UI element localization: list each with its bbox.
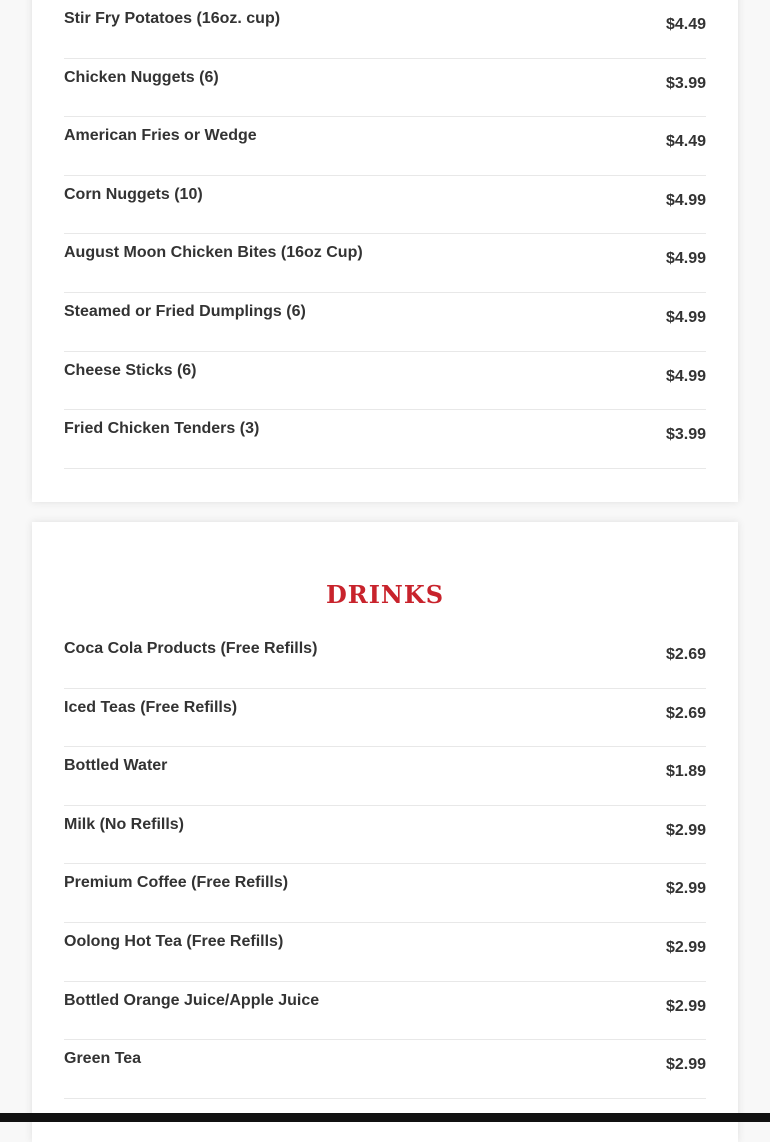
menu-item-price: $2.99 bbox=[665, 880, 706, 898]
menu-item-name: Milk (No Refills) bbox=[64, 815, 185, 833]
menu-item-price: $4.99 bbox=[665, 308, 706, 326]
menu-item-price: $2.69 bbox=[665, 646, 706, 663]
menu-item-price: $2.99 bbox=[665, 938, 706, 956]
menu-item-price: $1.89 bbox=[665, 763, 706, 781]
menu-item-name: Corn Nuggets (10) bbox=[64, 185, 203, 203]
menu-item-name: Stir Fry Potatoes (16oz. cup) bbox=[64, 10, 281, 27]
menu-item-row bbox=[64, 630, 706, 689]
menu-item-name: Bottled Water bbox=[64, 757, 168, 775]
menu-item-row bbox=[64, 176, 706, 235]
menu-item-price: $4.49 bbox=[665, 16, 706, 33]
menu-item-price: $4.99 bbox=[665, 191, 706, 209]
menu-item-row bbox=[64, 923, 706, 982]
menu-item-price: $2.99 bbox=[665, 1056, 706, 1074]
section-title-drinks: DRINKS bbox=[325, 580, 445, 609]
bottom-bar bbox=[0, 1113, 770, 1122]
menu-item-row bbox=[64, 352, 706, 411]
menu-item-name: Bottled Orange Juice/Apple Juice bbox=[64, 991, 320, 1009]
menu-item-row bbox=[64, 806, 706, 865]
menu-item-price: $2.99 bbox=[665, 821, 706, 839]
menu-item-price: $2.69 bbox=[665, 704, 706, 722]
drinks-item-list bbox=[64, 630, 706, 1099]
menu-item-row bbox=[64, 59, 706, 118]
sides-menu-card bbox=[32, 0, 738, 502]
menu-item-row bbox=[64, 689, 706, 748]
menu-item-price: $4.49 bbox=[665, 133, 706, 151]
menu-item-price: $4.99 bbox=[665, 250, 706, 268]
menu-item-row bbox=[64, 410, 706, 469]
menu-item-row bbox=[64, 0, 706, 59]
menu-item-price: $3.99 bbox=[665, 74, 706, 92]
menu-item-price: $2.99 bbox=[665, 997, 706, 1015]
menu-item-name: August Moon Chicken Bites (16oz Cup) bbox=[64, 244, 363, 262]
menu-item-name: Iced Teas (Free Refills) bbox=[64, 698, 238, 716]
menu-item-row bbox=[64, 747, 706, 806]
sides-item-list bbox=[64, 0, 706, 469]
menu-item-name: Fried Chicken Tenders (3) bbox=[64, 420, 260, 438]
menu-item-name: Steamed or Fried Dumplings (6) bbox=[64, 302, 306, 320]
menu-item-row bbox=[64, 864, 706, 923]
menu-item-row bbox=[64, 1040, 706, 1099]
menu-item-row bbox=[64, 117, 706, 176]
menu-item-name: Oolong Hot Tea (Free Refills) bbox=[64, 932, 284, 950]
menu-item-name: Chicken Nuggets (6) bbox=[64, 68, 219, 86]
menu-item-name: Premium Coffee (Free Refills) bbox=[64, 874, 289, 892]
menu-item-name: American Fries or Wedge bbox=[64, 127, 257, 145]
menu-item-row bbox=[64, 982, 706, 1041]
menu-item-row bbox=[64, 293, 706, 352]
menu-item-price: $4.99 bbox=[665, 367, 706, 385]
drinks-menu-card bbox=[32, 522, 738, 1142]
menu-item-name: Green Tea bbox=[64, 1050, 142, 1068]
menu-item-name: Cheese Sticks (6) bbox=[64, 361, 197, 379]
menu-item-name: Coca Cola Products (Free Refills) bbox=[64, 640, 318, 657]
menu-item-price: $3.99 bbox=[665, 426, 706, 444]
menu-item-row bbox=[64, 234, 706, 293]
